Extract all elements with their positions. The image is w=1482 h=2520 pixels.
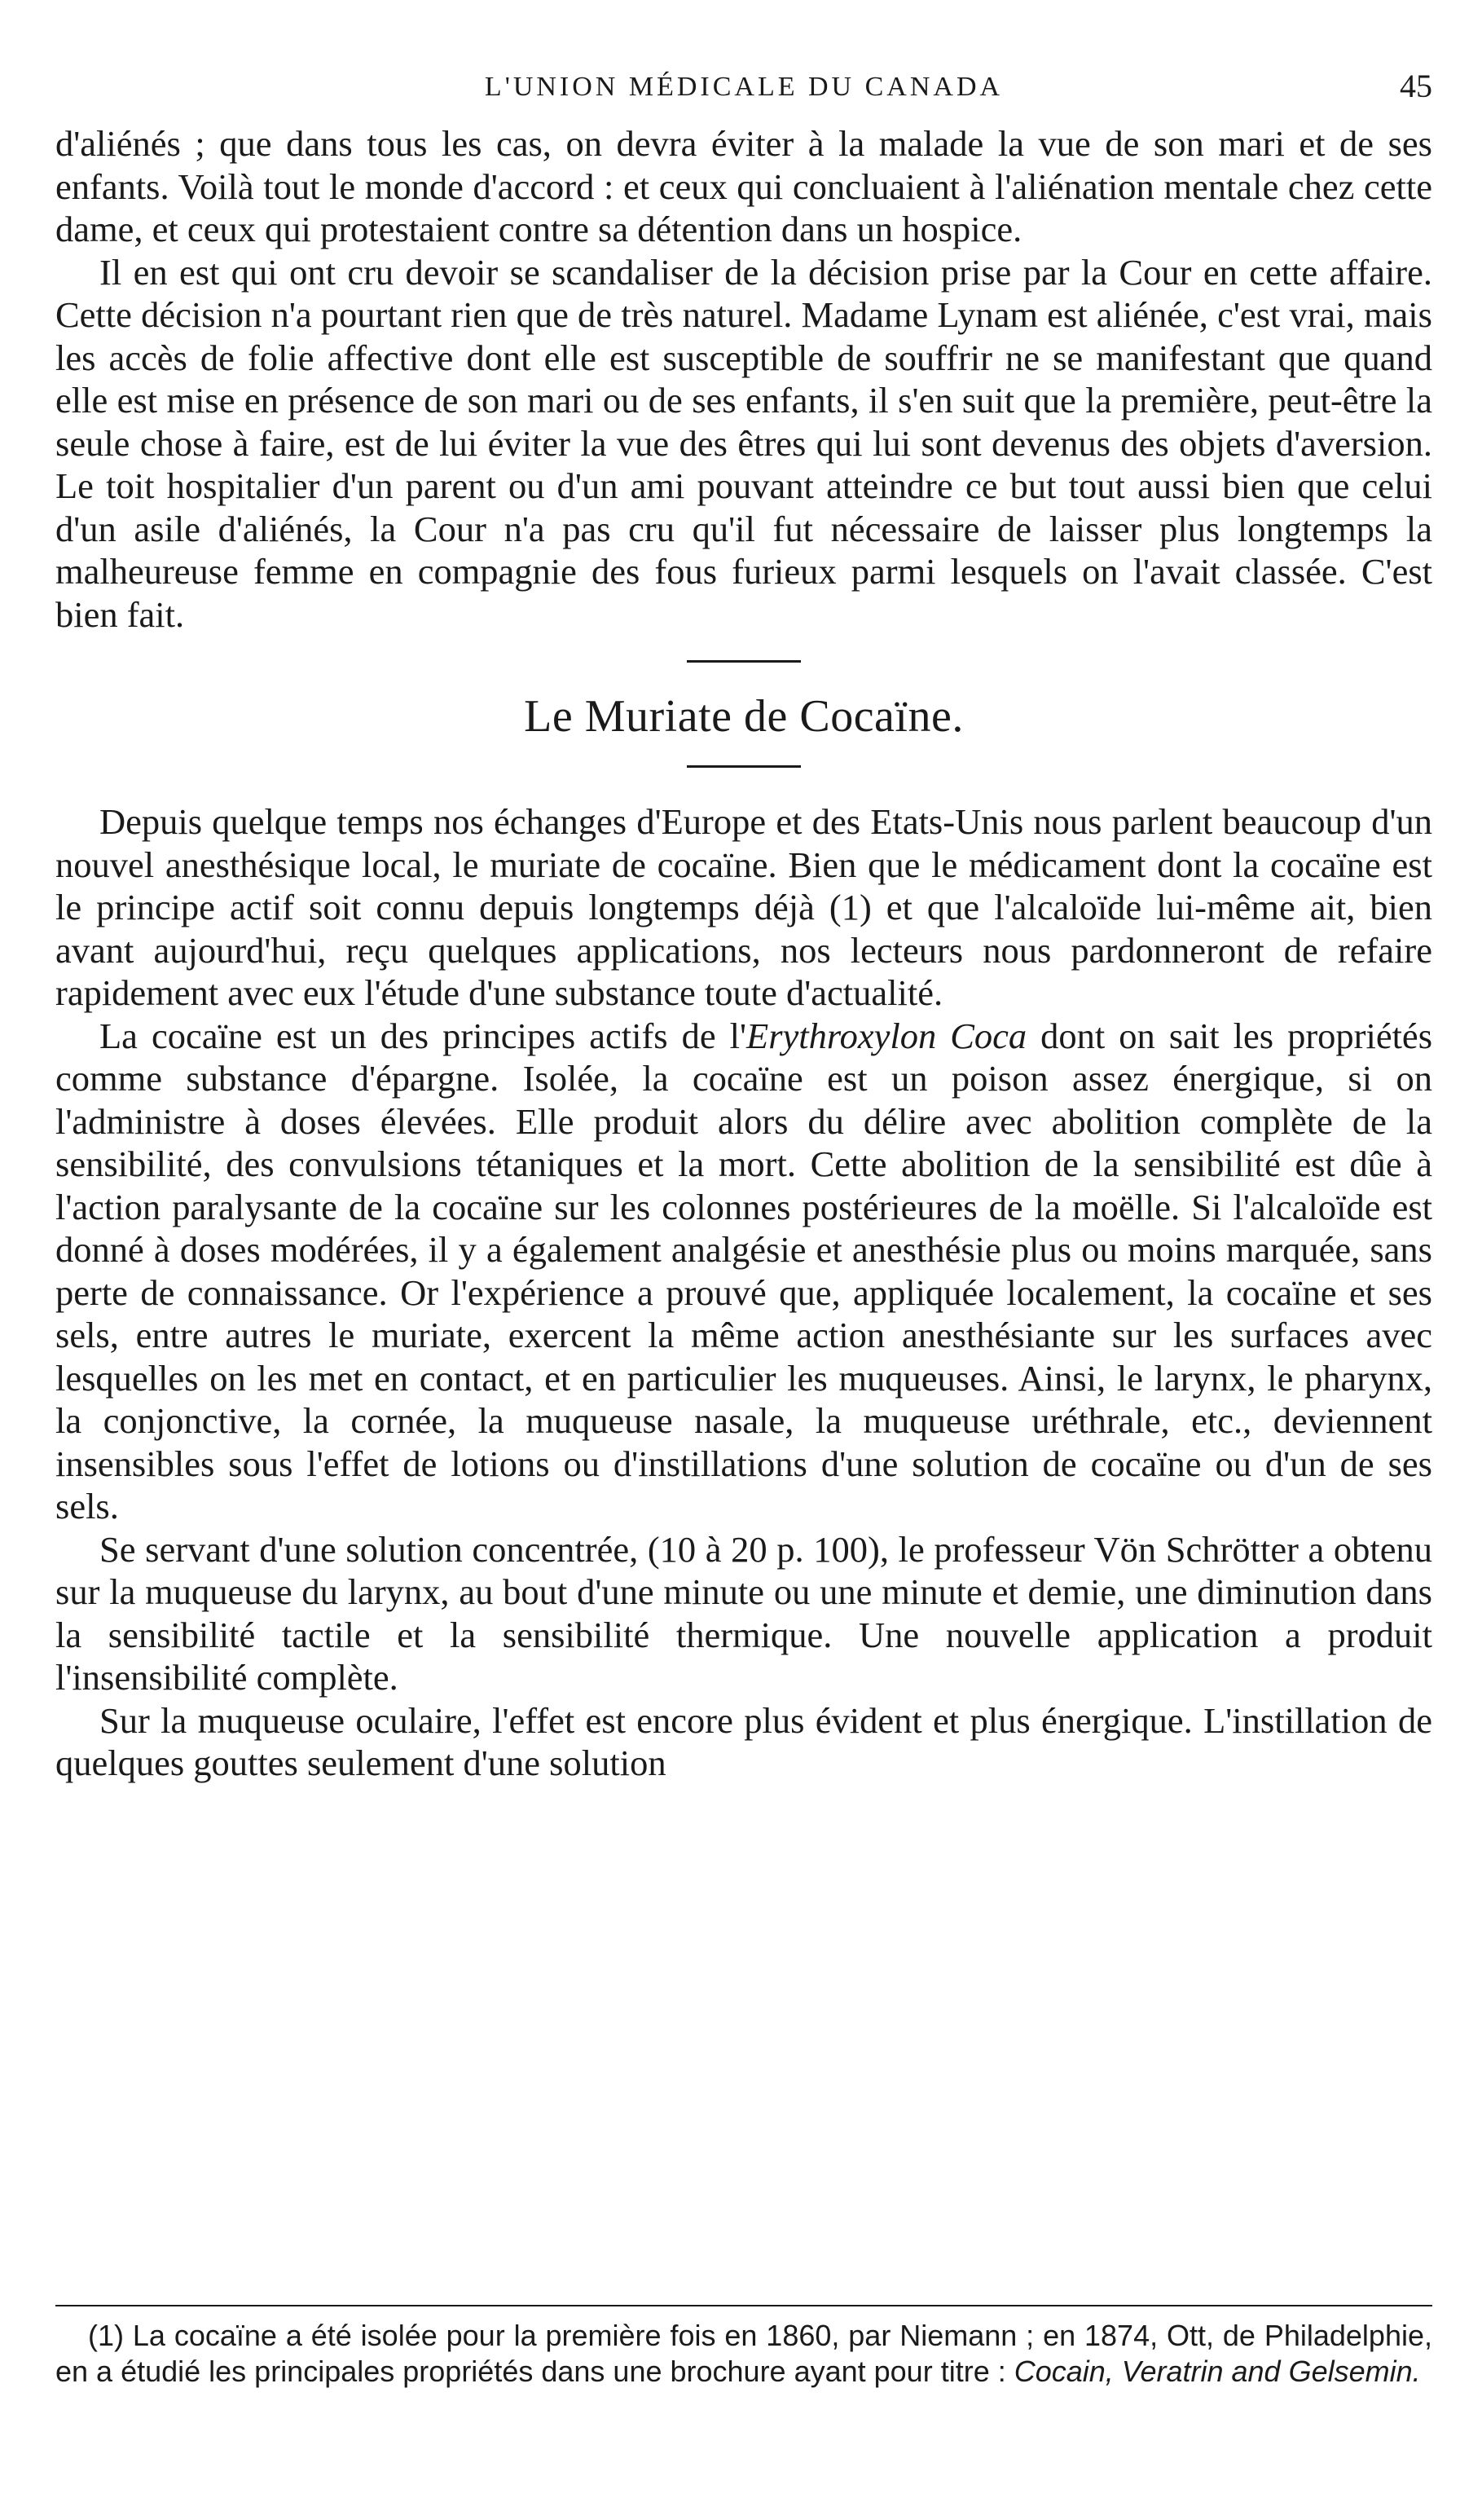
paragraph-von-schrotter: Se servant d'une solution concentrée, (10 à 20 p. 100), le professeur Vön Schrötter a obtenu sur la muqueuse du larynx, au bout d'une minute ou une minute et demie, une diminution dans la sensibilité tactile et la sensibilité thermique. Une nouvelle application a produit l'insensibilité complète. bbox=[55, 1528, 1432, 1698]
species-name: Erythroxylon Coca bbox=[746, 1015, 1027, 1056]
page bbox=[55, 65, 1432, 1785]
page-number: 45 bbox=[1400, 68, 1432, 104]
body-text bbox=[55, 122, 1432, 1785]
footnote-1 bbox=[55, 2318, 1432, 2390]
running-head bbox=[55, 65, 1432, 122]
paragraph-cocaine-intro: Depuis quelque temps nos échanges d'Europe et des Etats-Unis nous parlent beaucoup d'un nouvel anesthésique local, le muriate de cocaïne. Bien que le médicament dont la cocaïne est le principe actif soit connu depuis longtemps déjà (1) et que l'alcaloïde lui-même ait, bien avant aujourd'hui, reçu quelques applications, nos lecteurs nous pardonneront de refaire rapidement avec eux l'étude d'une substance toute d'actualité. bbox=[55, 801, 1432, 1013]
footnote-text: (1) La cocaïne a été isolée pour la première fois en 1860, par Niemann ; en 1874, Ott, de Philadelphie, en a étudié les principales propriétés dans une brochure ayant pour titre : bbox=[55, 2319, 1432, 2388]
journal-title: L'UNION MÉDICALE DU CANADA bbox=[484, 72, 1004, 102]
paragraph-ocular-mucosa: Sur la muqueuse oculaire, l'effet est encore plus évident et plus énergique. L'instillation de quelques gouttes seulement d'une solution bbox=[55, 1699, 1432, 1783]
brochure-title: Cocain, Veratrin and Gelsemin. bbox=[1014, 2355, 1421, 2388]
text-segment: La cocaïne est un des principes actifs de l' bbox=[99, 1015, 747, 1056]
paragraph-cocaine-properties bbox=[55, 1015, 1432, 1528]
footnotes bbox=[55, 2305, 1432, 2390]
paragraph-court-decision: Il en est qui ont cru devoir se scandaliser de la décision prise par la Cour en cette affaire. Cette décision n'a pourtant rien que de très naturel. Madame Lynam est aliénée, c'est vrai, mais les accès de folie affective dont elle est susceptible de souffrir ne se manifestant que quand elle est mise en présence de son mari ou de ses enfants, il s'en suit que la première, peut-être la seule chose à faire, est de lui éviter la vue des êtres qui lui sont devenus des objets d'aversion. Le toit hospitalier d'un parent ou d'un ami pouvant atteindre ce but tout aussi bien que celui d'un asile d'aliénés, la Cour n'a pas cru qu'il fut nécessaire de laisser plus longtemps la malheureuse femme en compagnie des fous furieux parmi lesquels on l'avait classée. C'est bien fait. bbox=[55, 251, 1432, 635]
paragraph-continued: d'aliénés ; que dans tous les cas, on devra éviter à la malade la vue de son mari et de ses enfants. Voilà tout le monde d'accord : et ceux qui concluaient à l'aliénation mentale chez cette dame, et ceux qui protestaient contre sa détention dans un hospice. bbox=[55, 123, 1432, 249]
text-segment: dont on sait les propriétés comme substance d'épargne. Isolée, la cocaïne est un poison assez énergique, si on l'administre à doses élevées. Elle produit alors du délire avec abolition complète de la sensibilité, des convulsions tétaniques et la mort. Cette abolition de la sensibilité est dûe à l'action paralysante de la cocaïne sur les colonnes postérieures de la moëlle. Si l'alcaloïde est donné à doses modérées, il y a également analgésie et anesthésie plus ou moins marquée, sans perte de connaissance. Or l'expérience a prouvé que, appliquée localement, la cocaïne et ses sels, entre autres le muriate, exercent la même action anesthésiante sur les surfaces avec lesquelles on les met en contact, et en particulier les muqueuses. Ainsi, le larynx, le pharynx, la conjonctive, la cornée, la muqueuse nasale, la muqueuse uréthrale, etc., deviennent insensibles sous l'effet de lotions ou d'instillations d'une solution de cocaïne ou d'un de ses sels. bbox=[55, 1015, 1433, 1527]
section-rule-top bbox=[687, 660, 801, 663]
section-rule-bottom bbox=[687, 765, 801, 768]
section-title: Le Muriate de Cocaïne. bbox=[524, 691, 964, 742]
